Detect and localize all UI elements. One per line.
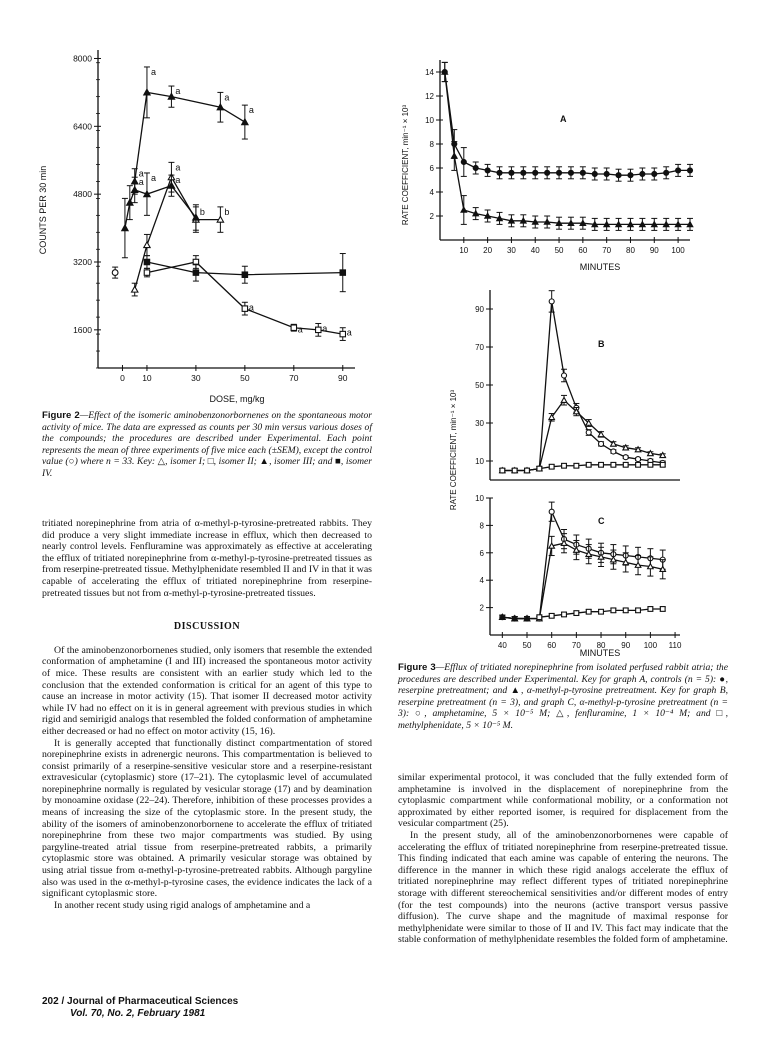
figure-3a-point xyxy=(521,218,527,223)
figure-2-x-tick-label: 90 xyxy=(338,373,348,383)
discussion-paragraph-1: Of the aminobenzonorbornenes studied, only isomers that resemble the extended conformation of amphetamine (I and III) increased the spontaneous motor activity of mice. These results are consistent with an earlier study which led to the conclusion that the extended conformation is critical for an agent of this type to cause an increase in motor activity (15). That isomer II decreased motor activity while IV had no effect on it is in general agreement with previous studies in which rigid and semirigid analogs that resembled the folded conformation of amphetamine either decreased or had no effect on motor activity (15, 16). xyxy=(42,644,372,737)
figure-3b-point xyxy=(599,462,604,467)
figure-2-significance-label: a xyxy=(224,92,230,103)
discussion-paragraph-2: It is generally accepted that functionally distinct compartmentation of stored norepinephrine exists in adrenergic neurons. This compartmentation is believed to consist primarily of a reserpine-sensitive vesicular store and a reserpine-resistant extravesicular (cytoplasmic) store (17–21). The cytoplasmic level of accumulated norepinephrine normally is regulated by vesicular storage (17) and by deamination by monoamine oxidase (22–24). Therefore, inhibition of these processes provides a means of increasing the size of the cytoplasmic store. In the present study, the ability of the isomers of aminobenzonorbornene to accelerate the efflux of tritiated norepinephrine from these two major compartments was studied. By using pargyline-treated atrial tissue from reserpine-pretreated rabbits, a primarily cytoplasmic store was obtained. A primarily vesicular storage was obtained by using atrial tissue from α-methyl-p-tyrosine-pretreated rabbits. Although pargyline also was used in the α-methyl-p-tyrosine cases, the evidence indicates the lack of a significant cytoplasmic store. xyxy=(42,737,372,900)
figure-3a-point xyxy=(580,170,585,175)
figure-3c-x-tick-label: 110 xyxy=(668,641,682,650)
figure-2-point xyxy=(242,119,248,125)
figure-3b-point xyxy=(623,455,628,460)
figure-3a-panel-label: A xyxy=(560,114,567,124)
figure-2-point xyxy=(132,286,138,292)
figure-3b-y-tick-label: 30 xyxy=(475,419,484,428)
figure-3a-y-tick-label: 10 xyxy=(425,116,434,125)
figure-3b-point xyxy=(623,462,628,467)
figure-3a-x-tick-label: 10 xyxy=(459,246,469,255)
figure-3a-y-tick-label: 6 xyxy=(429,164,434,173)
figure-3c-point xyxy=(636,608,641,613)
right-paragraph-2: In the present study, all of the aminobenzonorbornenes were capable of accelerating the efflux of tritiated norepinephrine from reserpine-pretreated tissue. This finding indicated that each amine was capable of entering the neurons. The difference in the manner in which these rigid analogs accelerate the efflux of tritiated norepinephrine may reflect different types of tritiated norepinephrine storage with different stereochemical sensitivities and/or different modes of entry (for the test compounds) into the neurons (active transport versus passive diffusion). The curve shape and the magnitude of maximal response for methylphenidate were similar to those of II and IV. This fact may indicate that the stable conformation of methylphenidate resembles the folded form of amphetamine. xyxy=(398,829,728,946)
footer-volume: Vol. 70, No. 2, February 1981 xyxy=(70,1008,206,1019)
figure-3b-point xyxy=(586,430,591,435)
figure-3bc-ylabel: RATE COEFFICIENT, min⁻¹ × 10³ xyxy=(449,389,458,511)
figure-3a-point xyxy=(532,219,538,224)
figure-3a-y-tick-label: 14 xyxy=(425,68,434,77)
figure-3c-y-tick-label: 4 xyxy=(479,576,484,586)
figure-2-ylabel: COUNTS PER 30 min xyxy=(38,165,48,255)
figure-3a-point xyxy=(451,153,457,158)
figure-3a-y-tick-label: 4 xyxy=(429,188,434,197)
figure-3a-point xyxy=(640,222,646,227)
figure-2-caption xyxy=(42,410,372,480)
figure-3b-point xyxy=(561,397,567,402)
discussion-heading: DISCUSSION xyxy=(173,621,241,633)
figure-3c-x-tick-label: 40 xyxy=(497,641,507,650)
figure-3c-x-tick-label: 50 xyxy=(522,641,532,650)
figure-3a-point xyxy=(556,220,562,225)
figure-3a-point xyxy=(461,159,466,164)
figure-3a-point xyxy=(557,170,562,175)
figure-2-point xyxy=(242,272,247,277)
figure-2-point xyxy=(242,306,247,311)
figure-3b-point xyxy=(611,449,616,454)
figure-2-point xyxy=(193,270,198,275)
figure-3c-x-tick-label: 60 xyxy=(547,641,557,650)
figure-3c-point xyxy=(623,560,629,565)
figure-3a-point xyxy=(616,173,621,178)
figure-3b-point xyxy=(636,457,641,462)
figure-3a-x-tick-label: 30 xyxy=(506,246,516,255)
figure-2-point xyxy=(144,270,149,275)
figure-3bc-chart xyxy=(440,280,730,660)
figure-2-significance-label: a xyxy=(138,177,144,188)
figure-3b-point xyxy=(586,462,591,467)
figure-2-x-tick-label: 10 xyxy=(142,373,152,383)
figure-3b-point xyxy=(500,468,505,473)
figure-3a-point xyxy=(509,218,515,223)
figure-3c-point xyxy=(549,543,555,548)
figure-2-y-tick-label: 8000 xyxy=(73,53,92,64)
figure-2-x-tick-label: 0 xyxy=(120,373,125,383)
figure-3c-point xyxy=(611,557,617,562)
figure-3a-point xyxy=(604,222,610,227)
figure-3a-y-tick-label: 2 xyxy=(429,212,434,221)
page-footer xyxy=(42,996,372,1020)
figure-3a-x-tick-label: 40 xyxy=(530,246,540,255)
figure-3a-point xyxy=(521,170,526,175)
figure-3a-x-tick-label: 50 xyxy=(554,246,564,255)
figure-2-significance-label: a xyxy=(297,324,303,335)
figure-3a-point xyxy=(676,168,681,173)
figure-2-x-tick-label: 70 xyxy=(289,373,299,383)
figure-2-significance-label: a xyxy=(150,172,156,183)
figure-3-caption-text: —Efflux of tritiated norepinephrine from isolated perfused rabbit atria; the procedures are described under Experimental. Key for graph A, controls (n = 5): ●, reserpine pretreatment; and ▲, α-methyl-p-tyrosine pretreatment. Key for graph B, reserpine pretreatment (n = 3), and graph C, α-methyl-p-tyrosine pretreatment (n = 3): ○, amphetamine, 5 × 10⁻⁵ M; △, fenfluramine, 1 × 10⁻⁴ M; and □, methylphenidate, 5 × 10⁻⁵ M. xyxy=(398,662,728,731)
right-column-text xyxy=(398,772,728,946)
left-column-text xyxy=(42,518,372,911)
figure-3c-point xyxy=(562,612,567,617)
figure-3-caption xyxy=(398,662,728,732)
figure-3b-y-tick-label: 90 xyxy=(475,305,484,314)
figure-2-significance-label: a xyxy=(150,66,156,77)
figure-3a-ylabel: RATE COEFFICIENT, min⁻¹ × 10³ xyxy=(401,104,410,226)
figure-3a-point xyxy=(473,165,478,170)
figure-3c-x-tick-label: 80 xyxy=(596,641,606,650)
figure-2-point xyxy=(340,270,345,275)
figure-2-point xyxy=(291,325,296,330)
figure-3b-point xyxy=(562,373,567,378)
figure-3a-point xyxy=(616,222,622,227)
figure-3a-x-tick-label: 60 xyxy=(578,246,588,255)
figure-3a-point xyxy=(461,207,467,212)
figure-3b-point xyxy=(660,453,666,458)
figure-2-y-tick-label: 6400 xyxy=(73,121,92,132)
figure-3a-point xyxy=(640,171,645,176)
figure-3b-point xyxy=(599,441,604,446)
figure-3a-point xyxy=(687,222,693,227)
figure-3a-point xyxy=(485,168,490,173)
figure-3c-point xyxy=(549,613,554,618)
figure-3b-point xyxy=(525,468,530,473)
figure-2-significance-label: a xyxy=(346,327,352,338)
figure-3c-point xyxy=(648,564,654,569)
figure-3b-y-tick-label: 50 xyxy=(475,381,484,390)
figure-3a-point xyxy=(509,170,514,175)
figure-3a-point xyxy=(485,213,491,218)
figure-3a-series-line xyxy=(445,72,690,224)
figure-3b-point xyxy=(537,466,542,471)
figure-2-xlabel: DOSE, mg/kg xyxy=(209,394,265,404)
figure-3b-point xyxy=(611,462,616,467)
figure-3a-x-tick-label: 90 xyxy=(649,246,659,255)
figure-3c-point xyxy=(574,547,580,552)
figure-2-significance-label: a xyxy=(322,323,328,334)
figure-3c-point xyxy=(549,509,554,514)
body-paragraph-continued: tritiated norepinephrine from atria of α-methyl-p-tyrosine-pretreated rabbits. They did produce a very slight immediate increase in efflux, which then decreased to nearly control levels. Fenfluramine was approximately as effective at accelerating the efflux of tritiated norepinephrine from α-methyl-p-tyrosine-pretreated tissues as from reserpine-pretreated tissue. Methylphenidate resembled II and IV in that it was capable of accelerating the efflux of tritiated norepinephrine from reserpine-pretreated tissues but not from α-methyl-p-tyrosine-pretreated tissues. xyxy=(42,518,372,599)
figure-2-significance-label: a xyxy=(175,86,181,97)
figure-3c-point xyxy=(660,607,665,612)
figure-3a-point xyxy=(568,220,574,225)
figure-3a-x-tick-label: 20 xyxy=(483,246,493,255)
figure-3a-point xyxy=(544,219,550,224)
figure-2-significance-label: b xyxy=(199,206,205,217)
figure-3a-series-line xyxy=(445,72,690,175)
figure-3a-point xyxy=(580,220,586,225)
figure-3a-point xyxy=(473,211,479,216)
figure-2-x-tick-label: 50 xyxy=(240,373,250,383)
figure-3a-point xyxy=(651,222,657,227)
figure-3c-point xyxy=(574,611,579,616)
right-paragraph-1: similar experimental protocol, it was concluded that the fully extended form of amphetamine is involved in the displacement of norepinephrine from the cytoplasmic compartment while conformational mobility, or a conformation not approximated by either reported isomer, is required for displacement from the vesicular compartment (25). xyxy=(398,772,728,830)
figure-3c-point xyxy=(537,615,542,620)
figure-3c-y-tick-label: 6 xyxy=(479,548,484,558)
figure-2-y-tick-label: 4800 xyxy=(73,189,92,200)
figure-2-significance-label: a xyxy=(248,105,254,116)
figure-3c-point xyxy=(599,609,604,614)
figure-3c-xlabel: MINUTES xyxy=(579,648,621,658)
figure-2-y-tick-label: 3200 xyxy=(73,257,92,267)
figure-3a-point xyxy=(497,216,503,221)
figure-3a-point xyxy=(628,222,634,227)
figure-3c-panel-label: C xyxy=(598,516,605,526)
figure-3c-y-tick-label: 10 xyxy=(475,494,484,503)
figure-3c-point xyxy=(611,608,616,613)
figure-3b-point xyxy=(636,462,641,467)
figure-3a-point xyxy=(652,171,657,176)
figure-2-control-point xyxy=(112,270,118,276)
figure-3-caption-label: Figure 3 xyxy=(398,662,436,673)
figure-3c-point xyxy=(586,609,591,614)
figure-3c-point xyxy=(586,551,592,556)
figure-3a-point xyxy=(663,222,669,227)
figure-2-significance-label: a xyxy=(248,302,254,313)
figure-2-x-tick-label: 30 xyxy=(191,373,201,383)
figure-3a-chart xyxy=(390,50,730,280)
figure-3a-point xyxy=(592,222,598,227)
figure-3a-point xyxy=(592,171,597,176)
figure-3b-point xyxy=(648,462,653,467)
figure-2-significance-label: a xyxy=(175,162,181,173)
figure-3c-x-tick-label: 70 xyxy=(571,641,581,650)
figure-3c-point xyxy=(623,608,628,613)
figure-2-point xyxy=(132,178,138,184)
figure-3a-point xyxy=(568,170,573,175)
figure-2-caption-label: Figure 2 xyxy=(42,410,80,421)
footer-journal: 202 / Journal of Pharmaceutical Sciences xyxy=(42,996,239,1007)
figure-3b-point xyxy=(574,463,579,468)
figure-2-significance-label: a xyxy=(175,175,181,186)
figure-3b-series-line xyxy=(502,301,662,470)
figure-3b-panel-label: B xyxy=(598,339,605,349)
figure-2-significance-label: a xyxy=(138,168,144,179)
figure-2-point xyxy=(122,225,128,231)
figure-2-point xyxy=(144,89,150,95)
figure-3b-point xyxy=(512,468,517,473)
figure-3c-point xyxy=(635,562,641,567)
figure-3a-point xyxy=(687,168,692,173)
figure-3c-point xyxy=(660,566,666,571)
figure-2-point xyxy=(340,331,345,336)
figure-2-point xyxy=(144,242,150,248)
figure-3c-y-tick-label: 2 xyxy=(479,603,484,613)
figure-3a-y-tick-label: 12 xyxy=(425,92,434,101)
figure-2-series-line xyxy=(135,92,245,181)
figure-2-caption-text: —Effect of the isomeric aminobenzonorbornenes on the spontaneous motor activity of mice. The data are expressed as counts per 30 min versus various doses of the compounds; the procedures are described under Experimental. Each point represents the mean of three experiments of five mice each (±SEM), except the control value (○) where n = 33. Key: △, isomer I; □, isomer II; ▲, isomer III; and ■, isomer IV. xyxy=(42,410,372,479)
figure-3a-point xyxy=(628,173,633,178)
figure-3c-x-tick-label: 100 xyxy=(643,641,658,650)
figure-3a-point xyxy=(675,222,681,227)
figure-2-y-tick-label: 1600 xyxy=(73,324,92,335)
figure-2-point xyxy=(144,259,149,264)
figure-3a-x-tick-label: 100 xyxy=(671,246,685,255)
figure-3b-point xyxy=(562,463,567,468)
figure-3c-y-tick-label: 8 xyxy=(479,521,484,531)
figure-2-significance-label: b xyxy=(224,206,230,217)
figure-3a-point xyxy=(664,170,669,175)
figure-3c-x-tick-label: 90 xyxy=(621,641,631,650)
figure-3a-x-tick-label: 80 xyxy=(626,246,635,255)
figure-3a-xlabel: MINUTES xyxy=(579,262,621,272)
figure-3b-y-tick-label: 10 xyxy=(475,457,484,466)
figure-3a-point xyxy=(604,171,609,176)
figure-3a-point xyxy=(533,170,538,175)
figure-2-chart xyxy=(30,40,370,405)
discussion-paragraph-3: In another recent study using rigid analogs of amphetamine and a xyxy=(54,899,311,911)
figure-3a-point xyxy=(497,170,502,175)
figure-3a-y-tick-label: 8 xyxy=(429,140,434,149)
figure-3b-y-tick-label: 70 xyxy=(475,343,484,352)
figure-3a-x-tick-label: 70 xyxy=(602,246,612,255)
figure-3b-point xyxy=(549,464,554,469)
figure-3a-point xyxy=(545,170,550,175)
figure-3c-point xyxy=(648,607,653,612)
figure-3b-point xyxy=(660,462,665,467)
figure-3b-point xyxy=(549,299,554,304)
figure-2-point xyxy=(316,327,321,332)
